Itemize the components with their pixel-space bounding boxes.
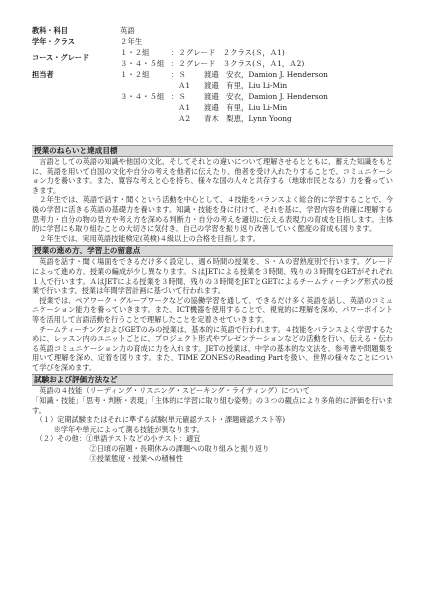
- teacher-row3-group: ３・４・５組: [120, 92, 165, 101]
- aims-paragraph: ２年生では、実用英語技能検定(英検)４級以上の合格を目指します。: [32, 233, 260, 243]
- methods-paragraph: 授業では、ペアワーク・グループワークなどの協働学習を通して、できるだけ多く英語を話し、英語のコミュニケーション能力を養っていきます。また、ICT機器を使用することで、視覚的に理解を深め、パワーポイント等を活用して言語活動を行うことで理解したことを定着させていきます。: [32, 295, 393, 324]
- teacher-row2-name: 渡邉 有里，Liu Li-Min: [204, 81, 288, 90]
- evaluation-line: ③授業態度・授業への積極性: [32, 453, 183, 463]
- aims-paragraph: ２年生では、英語で話す・聞くという活動を中心として、４技能をバランスよく総合的に学習することで、今後の学習に活きる英語の基礎力を養います。知識・技能を身に付けて、それを基に、学習内容を的確に理解する思考力・自分の物の見方や考え方を深める判断力・自分の考えを適切に伝える表現力の育成を目指します。主体的に学習にも取り組むことの大切さに気付き、自己の学習を振り返り改善していく態度の育成も図ります。: [32, 195, 393, 234]
- teacher-row4-name: 渡邉 有里，Liu Li-Min: [204, 103, 288, 112]
- course-row2-value: ：２グレード ３クラス(Ｓ，Ａ1，Ａ2): [171, 59, 305, 68]
- teacher-row3-class: ：Ｓ: [171, 92, 186, 101]
- evaluation-line: 英語の４技能（リーディング・リスニング・スピーキング・ライティング）について: [32, 386, 310, 396]
- course-info: [32, 26, 393, 145]
- evaluation-line: （２）その他：①単語テストなどの小テスト：適宜: [32, 434, 201, 444]
- aims-heading: 授業のねらいと達成目標: [32, 145, 393, 157]
- teacher-row2-class: Ａ1: [178, 81, 191, 90]
- methods-body: [32, 257, 393, 372]
- teacher-row1-class: ：Ｓ: [171, 70, 186, 79]
- aims-paragraph: 言語としての英語の知識や他国の文化、そしてそれとの違いについて理解させるとともに、蓄えた知識をもとに、英語を用いて自国の文化や自分の考えを他者に伝えたり、他者を受け入れたりすることで、コミュニケーション力を養います。また、寛容な考えと心を持ち、様々な国の人々と共存する（地球市民となる）力を養っていきます。: [32, 157, 393, 195]
- evaluation-line: ※学年や単元によって測る技能が異なります。: [32, 424, 204, 434]
- grade-label: 学年・クラス: [32, 37, 75, 46]
- evaluation-heading: 試験および評価方法など: [32, 374, 393, 386]
- evaluation-line: ②日頃の宿題・長期休みの課題への取り組みと振り返り: [32, 444, 270, 454]
- subject-value: 英語: [120, 26, 135, 35]
- teacher-row5-name: 青木 梨恵，Lynn Yoong: [204, 114, 292, 123]
- subject-label: 教科・科目: [32, 26, 68, 35]
- aims-body: [32, 157, 393, 243]
- course-row1-group: １・２組: [120, 48, 150, 57]
- teacher-row1-group: １・２組: [120, 70, 150, 79]
- teacher-row1-name: 渡邉 安衣，Damion J. Henderson: [204, 70, 328, 79]
- methods-heading: 授業の進め方、学習上の留意点: [32, 245, 393, 257]
- teacher-row5-class: Ａ2: [178, 114, 191, 123]
- teacher-row4-class: Ａ1: [178, 103, 191, 112]
- course-row2-group: ３・４・５組: [120, 59, 165, 68]
- grade-value: ２年生: [120, 37, 143, 46]
- methods-paragraph: チームティーチングおよびGETのみの授業は、基本的に英語で行われます。４技能をバランスよく学習するために、レッスン内のユニットごとに、プロジェクト形式やプレゼンテーションなどの活動を行い、伝える・伝わる英語コミュニケーション力の育成に力を入れます。JETの授業は、中学の基本的な文法を、参考書や問題集を用いて理解を深め、定着を図ります。また、TIME ZONESのReading Partを扱い、世界の様々なことについて学びを深めます。: [32, 324, 393, 372]
- syllabus-page: [32, 26, 393, 463]
- teacher-row3-name: 渡邉 安衣，Damion J. Henderson: [204, 92, 328, 101]
- methods-paragraph: 英語を話す・聞く場面をできるだけ多く設定し、週６時間の授業を、Ｓ・Ａの習熟度別で行います。グレードによって進め方、授業の編成が少し異なります。ＳはJETによる授業を３時間、残りの３時間をGETがそれぞれ１人で行います。ＡはJETによる授業を３時間、残りの３時間をJETとGETによるチームティーチング形式の授業で行います。授業は年間学習計画に基づいて行われます。: [32, 257, 393, 296]
- course-label: コース・グレード: [32, 53, 90, 62]
- evaluation-line: （１）定期試験またはそれに準ずる試験(単元確認テスト・課題確認テスト等): [32, 415, 285, 425]
- teacher-label: 担当者: [32, 70, 54, 79]
- evaluation-body: [32, 386, 393, 463]
- evaluation-line: 「知識・技能」「思考・判断・表現」「主体的に学習に取り組む姿勢」の３つの観点により多角的に評価を行います。: [32, 396, 393, 415]
- course-row1-value: ：２グレード ２クラス(Ｓ，Ａ1): [171, 48, 285, 57]
